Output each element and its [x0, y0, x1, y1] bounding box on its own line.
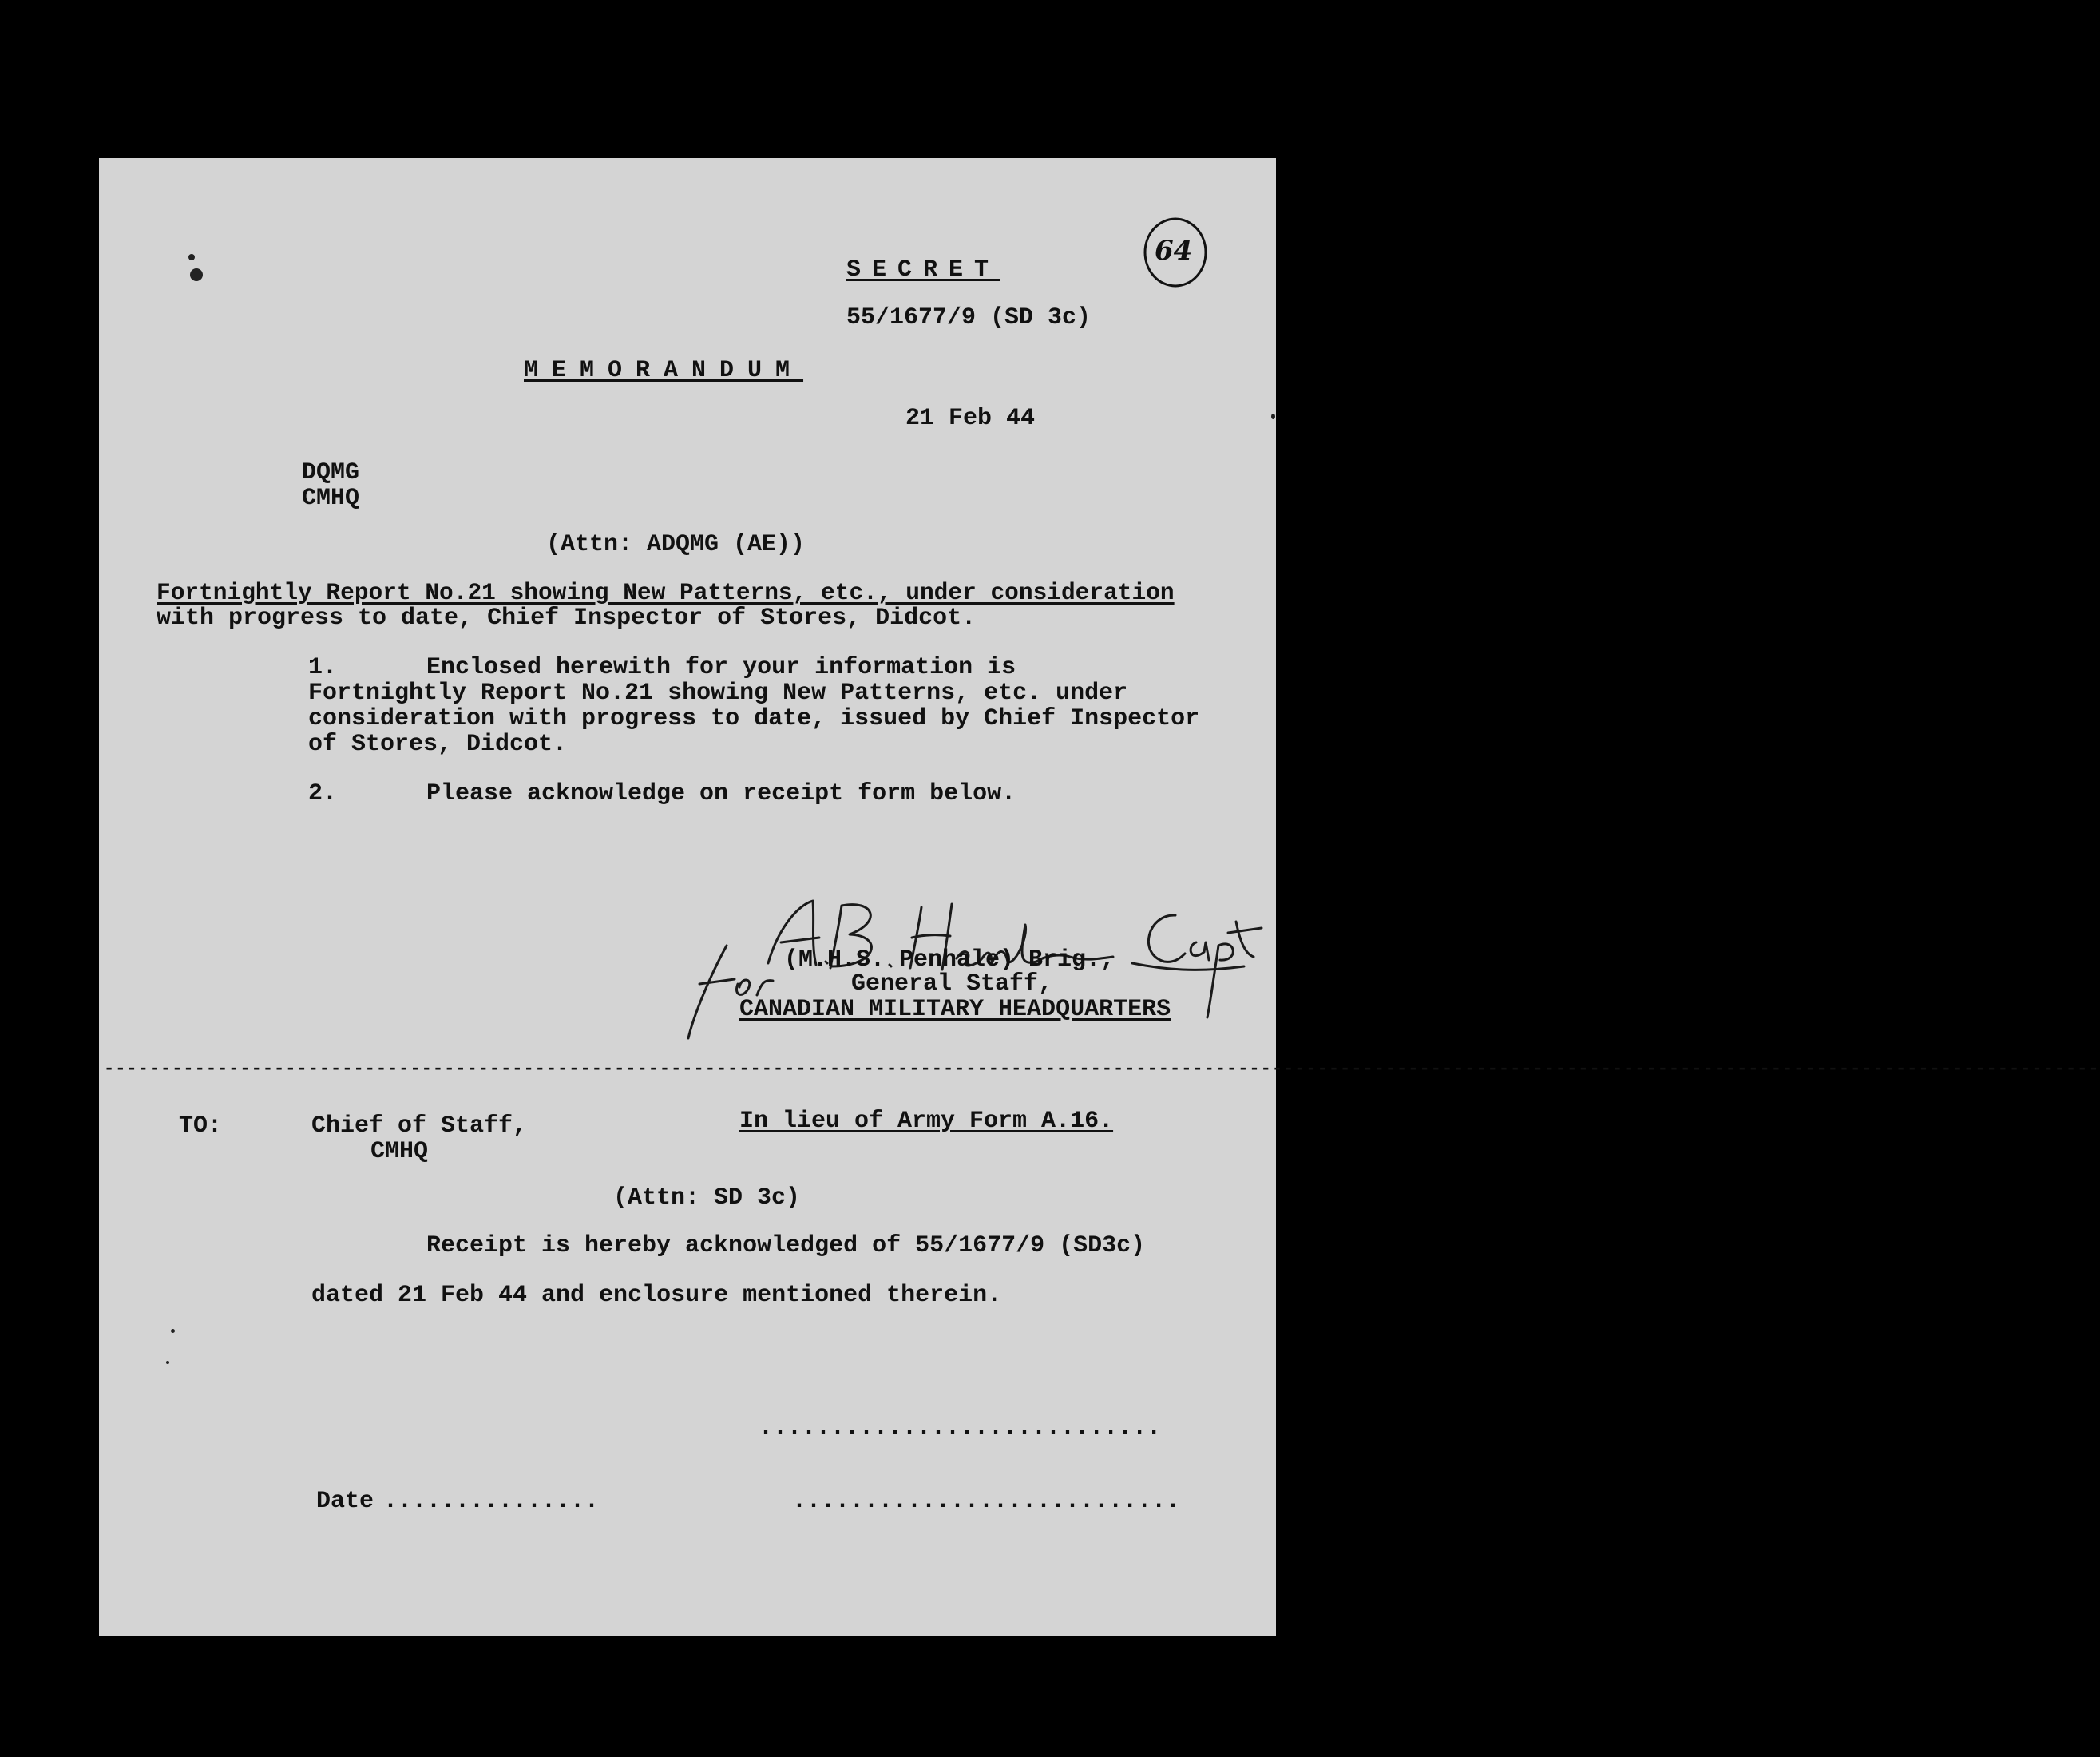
- tear-off-line: --------------------------------------------------------------------------------------------------------------------------------------------------------------------------------: [104, 1059, 2100, 1079]
- receipt-date-dots: ...............: [383, 1488, 600, 1515]
- addressee-attn: (Attn: ADQMG (AE)): [546, 531, 806, 558]
- signatory-organization: CANADIAN MILITARY HEADQUARTERS: [739, 996, 1171, 1023]
- punch-mark: [190, 268, 203, 281]
- memo-date: 21 Feb 44: [905, 405, 1036, 432]
- file-reference: 55/1677/9 (SD 3c): [846, 304, 1092, 331]
- receipt-date-signature-dots: ...........................: [792, 1488, 1181, 1515]
- speck: [171, 1329, 175, 1333]
- addressee-line-2: CMHQ: [302, 485, 360, 512]
- receipt-date-label: Date: [316, 1488, 374, 1515]
- receipt-attn: (Attn: SD 3c): [613, 1184, 801, 1212]
- subject-line-2: with progress to date, Chief Inspector of Stores, Didcot.: [157, 605, 977, 632]
- classification-mark: SECRET: [846, 256, 1000, 284]
- paragraph-1-line-4: of Stores, Didcot.: [308, 731, 568, 758]
- paragraph-2-text: Please acknowledge on receipt form below.: [426, 780, 1016, 807]
- receipt-text-line-2: dated 21 Feb 44 and enclosure mentioned therein.: [311, 1282, 1002, 1309]
- paragraph-2-number: 2.: [308, 780, 338, 807]
- paragraph-1-line-2: Fortnightly Report No.21 showing New Patterns, etc. under: [308, 680, 1128, 707]
- memo-title: MEMORANDUM: [524, 357, 804, 384]
- addressee-line-1: DQMG: [302, 459, 360, 486]
- memo-sheet: [99, 158, 2100, 1636]
- punch-mark-small: [188, 254, 195, 260]
- speck: [1271, 414, 1275, 419]
- receipt-to-label: TO:: [179, 1113, 223, 1140]
- paragraph-1-number: 1.: [308, 654, 338, 681]
- paragraph-1-line-1: Enclosed herewith for your information is: [426, 654, 1016, 681]
- signatory-name: (M.H.S. Penhale) Brig.,: [784, 946, 1115, 974]
- signatory-role: General Staff,: [851, 970, 1053, 997]
- folio-mark: 64: [1155, 235, 1193, 267]
- receipt-text-line-1: Receipt is hereby acknowledged of 55/1677/9 (SD3c): [426, 1232, 1146, 1259]
- paragraph-1-line-3: consideration with progress to date, issued by Chief Inspector: [308, 705, 1200, 732]
- receipt-to-line-2: CMHQ: [370, 1138, 429, 1165]
- speck: [166, 1361, 169, 1364]
- receipt-signature-dots: ............................: [759, 1414, 1162, 1442]
- receipt-form-note: In lieu of Army Form A.16.: [739, 1108, 1114, 1135]
- subject-line-1: Fortnightly Report No.21 showing New Patterns, etc., under consideration: [157, 579, 1175, 606]
- receipt-to-line-1: Chief of Staff,: [311, 1113, 528, 1140]
